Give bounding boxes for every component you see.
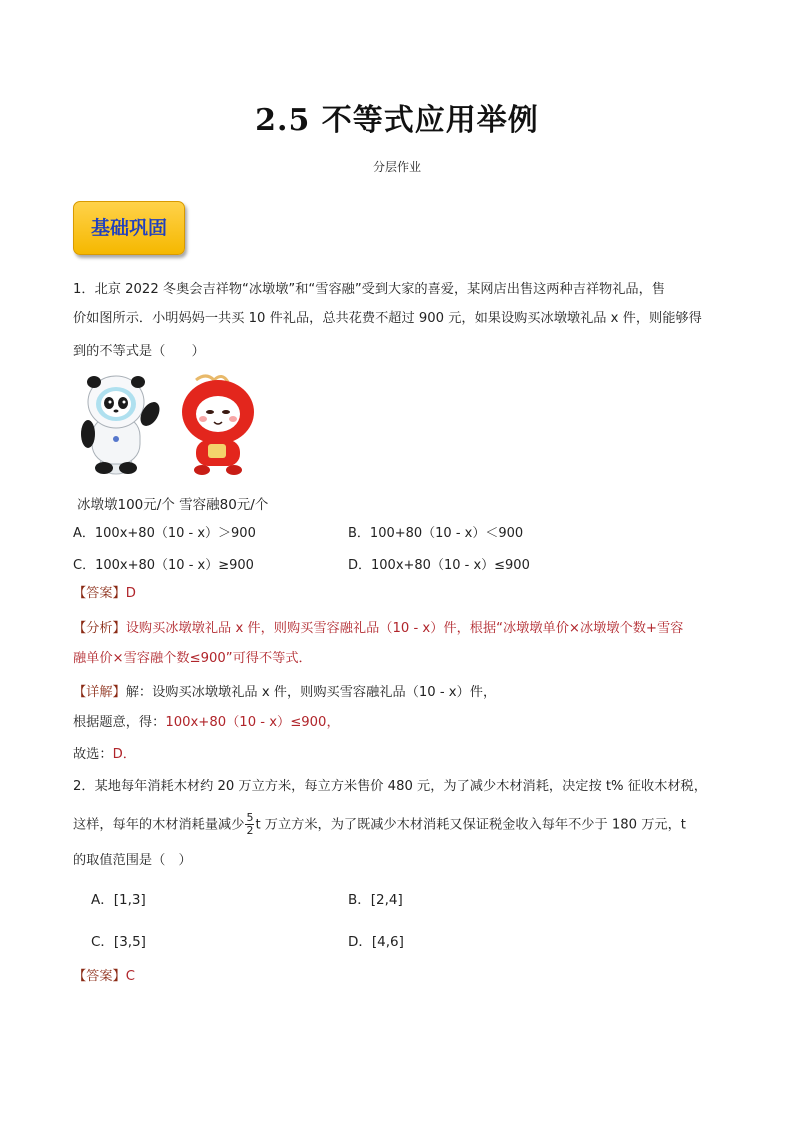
q2-line-1: 2．某地每年消耗木材约 20 万立方米，每立方米售价 480 元，为了减少木材消耗，决定按 t% 征收木材税， xyxy=(73,779,707,794)
q1-answer-value: D xyxy=(125,586,136,601)
q1-line-3: 到的不等式是（ ） xyxy=(73,344,205,359)
q2-answer-label: 【答案】 xyxy=(73,969,126,984)
q1-option-d: D．100x+80（10 - x）≤900 xyxy=(348,558,530,573)
q1-detail-line-2 xyxy=(73,713,340,733)
q2-answer-value: C xyxy=(125,969,135,984)
q1-analysis-text-1: 设购买冰墩墩礼品 x 件，则购买雪容融礼品（10 - x）件，根据“冰墩墩单价×冰墩墩个数+雪容 xyxy=(125,621,684,636)
q1-price-caption: 冰墩墩100元/个 雪容融80元/个 xyxy=(77,497,269,513)
q1-answer-label: 【答案】 xyxy=(73,586,126,601)
q2-fraction xyxy=(245,812,254,837)
section-badge-label: 基础巩固 xyxy=(90,217,167,239)
q1-detail-line-3 xyxy=(73,745,136,765)
q1-detail-text-3-value: D． xyxy=(112,747,136,762)
q2-line-3: 的取值范围是（ ） xyxy=(73,853,192,868)
shuey-rhon-rhon-figure xyxy=(179,376,257,475)
q1-detail-text-2-prefix: 根据题意，得： xyxy=(73,715,166,730)
section-badge xyxy=(73,201,185,255)
q1-option-a: A．100x+80（10 - x）＞900 xyxy=(73,526,256,541)
q1-detail-label: 【详解】 xyxy=(73,685,126,700)
q2-line-2-b: t 万立方米，为了既减少木材消耗又保证税金收入每年不少于 180 万元，t xyxy=(255,817,686,833)
q2-line-2-a: 这样，每年的木材消耗量减少 xyxy=(73,817,245,833)
q1-detail-text-1: 解：设购买冰墩墩礼品 x 件，则购买雪容融礼品（10 - x）件， xyxy=(125,685,497,700)
q1-detail-text-2-expr: 100x+80（10 - x）≤900， xyxy=(165,715,340,730)
q2-fraction-numerator: 5 xyxy=(246,811,254,824)
q2-option-d: D．[4,6] xyxy=(348,934,404,950)
q2-answer xyxy=(73,967,135,987)
bing-dwen-dwen-figure xyxy=(81,376,163,474)
q1-analysis-line-1 xyxy=(73,619,683,639)
q2-option-b: B．[2,4] xyxy=(348,892,403,908)
q1-analysis-label: 【分析】 xyxy=(73,621,126,636)
q1-analysis-line-2: 融单价×雪容融个数≤900”可得不等式． xyxy=(73,651,312,666)
page-title: 2.5 不等式应用举例 xyxy=(255,103,539,138)
q1-line-1: 1．北京 2022 冬奥会吉祥物“冰墩墩”和“雪容融”受到大家的喜爱，某网店出售这两种吉祥物礼品，售 xyxy=(73,282,665,297)
q2-option-c: C．[3,5] xyxy=(91,934,146,950)
q1-option-c: C．100x+80（10 - x）≥900 xyxy=(73,558,254,573)
q2-fraction-denominator: 2 xyxy=(246,824,254,837)
q1-line-2: 价如图所示．小明妈妈一共买 10 件礼品，总共花费不超过 900 元，如果设购买冰墩墩礼品 x 件，则能够得 xyxy=(73,311,702,326)
q1-answer xyxy=(73,584,136,604)
q1-detail-line-1 xyxy=(73,683,496,703)
q2-line-2 xyxy=(73,812,686,837)
q1-detail-text-3-prefix: 故选： xyxy=(73,747,113,762)
page-subtitle: 分层作业 xyxy=(372,160,421,174)
q2-option-a: A．[1,3] xyxy=(91,892,146,908)
q1-option-b: B．100+80（10 - x）＜900 xyxy=(348,526,524,541)
mascot-illustration xyxy=(78,374,268,476)
